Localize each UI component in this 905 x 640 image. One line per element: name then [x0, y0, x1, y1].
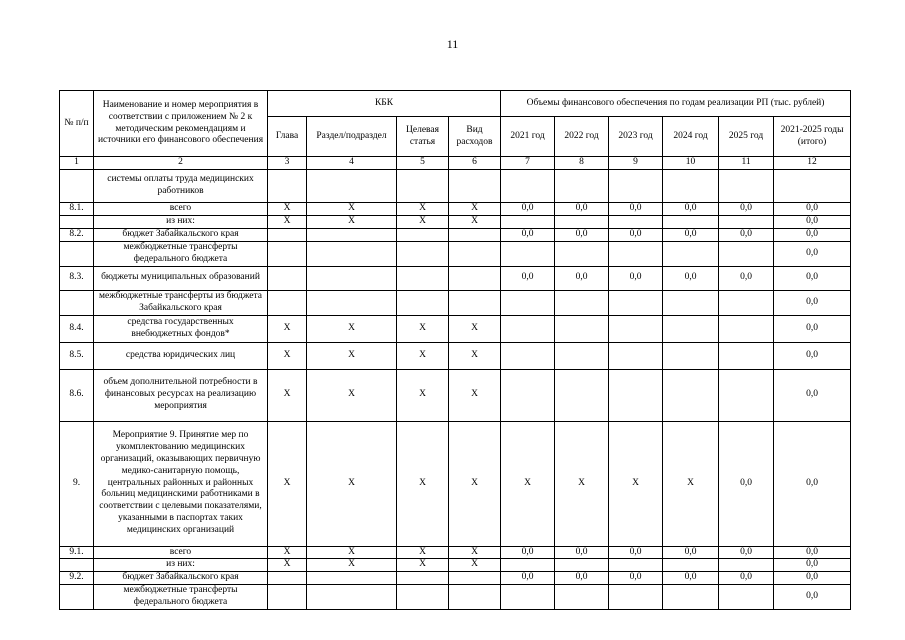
row-number-cell [60, 215, 94, 228]
table-cell: 0,0 [501, 546, 555, 559]
table-cell [501, 342, 555, 369]
table-cell [719, 215, 774, 228]
table-cell [307, 228, 397, 241]
table-cell: 0,0 [774, 342, 851, 369]
table-cell: X [397, 315, 449, 342]
table-cell [268, 228, 307, 241]
table-cell [609, 215, 663, 228]
table-cell: X [307, 315, 397, 342]
header-num: № п/п [60, 91, 94, 157]
row-name-cell: бюджет Забайкальского края [94, 228, 268, 241]
row-name-cell: средства государственных внебюджетных фондов* [94, 315, 268, 342]
table-cell: X [268, 202, 307, 215]
table-cell: X [449, 215, 501, 228]
col-number: 3 [268, 157, 307, 170]
table-cell [501, 585, 555, 610]
table-cell: 0,0 [609, 202, 663, 215]
table-cell [449, 572, 501, 585]
table-cell: X [268, 546, 307, 559]
table-cell [663, 290, 719, 315]
table-cell [307, 241, 397, 266]
table-cell [719, 290, 774, 315]
header-year-2025: 2025 год [719, 117, 774, 157]
table-cell [663, 169, 719, 202]
table-cell: X [397, 559, 449, 572]
col-number: 12 [774, 157, 851, 170]
table-row [60, 266, 851, 290]
table-cell: 0,0 [555, 546, 609, 559]
table-cell [397, 241, 449, 266]
table-cell: X [307, 559, 397, 572]
col-number: 11 [719, 157, 774, 170]
table-cell: 0,0 [774, 559, 851, 572]
table-cell: X [268, 342, 307, 369]
table-cell: 0,0 [663, 266, 719, 290]
table-cell [719, 241, 774, 266]
table-cell [307, 169, 397, 202]
table-cell: X [449, 559, 501, 572]
header-kbk-vid: Вид расходов [449, 117, 501, 157]
table-cell: X [555, 421, 609, 546]
table-cell: 0,0 [663, 572, 719, 585]
table-row [60, 202, 851, 215]
table-row [60, 559, 851, 572]
table-cell [268, 241, 307, 266]
table-cell: 0,0 [719, 546, 774, 559]
row-name-cell: средства юридических лиц [94, 342, 268, 369]
table-cell [268, 585, 307, 610]
row-number-cell: 8.2. [60, 228, 94, 241]
table-cell [555, 290, 609, 315]
table-cell [609, 559, 663, 572]
table-cell [609, 342, 663, 369]
table-cell: 0,0 [774, 572, 851, 585]
table-cell [307, 572, 397, 585]
table-cell: 0,0 [774, 215, 851, 228]
table-cell: X [268, 369, 307, 421]
header-name: Наименование и номер мероприятия в соответствии с приложением № 2 к методическим рекомендациям и источники его финансового обеспечения [94, 91, 268, 157]
row-name-cell: бюджеты муниципальных образований [94, 266, 268, 290]
table-cell: X [397, 342, 449, 369]
table-cell: X [268, 421, 307, 546]
table-cell: X [449, 315, 501, 342]
table-row [60, 169, 851, 202]
table-cell: 0,0 [555, 228, 609, 241]
row-number-cell: 9. [60, 421, 94, 546]
table-cell: X [449, 342, 501, 369]
table-cell: 0,0 [774, 369, 851, 421]
row-name-cell: всего [94, 202, 268, 215]
table-cell [501, 169, 555, 202]
table-cell: 0,0 [555, 266, 609, 290]
table-cell: X [397, 421, 449, 546]
table-cell: 0,0 [555, 572, 609, 585]
table-row [60, 215, 851, 228]
table-cell: X [307, 369, 397, 421]
table-cell: X [268, 215, 307, 228]
table-cell: 0,0 [609, 572, 663, 585]
table-cell: 0,0 [663, 546, 719, 559]
row-number-cell: 8.4. [60, 315, 94, 342]
row-number-cell [60, 290, 94, 315]
table-cell [397, 266, 449, 290]
table-cell: 0,0 [555, 202, 609, 215]
table-cell [397, 572, 449, 585]
row-number-cell [60, 169, 94, 202]
table-cell: X [397, 202, 449, 215]
table-cell [397, 169, 449, 202]
row-number-cell: 8.1. [60, 202, 94, 215]
table-cell: X [307, 202, 397, 215]
table-cell [501, 369, 555, 421]
table-cell [555, 169, 609, 202]
row-name-cell: межбюджетные трансферты из бюджета Забайкальского края [94, 290, 268, 315]
table-cell [719, 169, 774, 202]
column-number-row [60, 157, 851, 170]
table-cell [555, 241, 609, 266]
table-cell [719, 559, 774, 572]
header-kbk: КБК [268, 91, 501, 117]
table-cell: 0,0 [774, 266, 851, 290]
row-name-cell: из них: [94, 559, 268, 572]
header-year-2021: 2021 год [501, 117, 555, 157]
header-kbk-glava: Глава [268, 117, 307, 157]
table-cell [555, 369, 609, 421]
table-cell [774, 169, 851, 202]
table-cell [609, 585, 663, 610]
table-cell [501, 290, 555, 315]
table-cell [268, 572, 307, 585]
table-cell [449, 228, 501, 241]
col-number: 10 [663, 157, 719, 170]
table-row [60, 572, 851, 585]
row-number-cell: 8.5. [60, 342, 94, 369]
table-cell: 0,0 [774, 202, 851, 215]
table-cell [555, 559, 609, 572]
row-number-cell: 9.1. [60, 546, 94, 559]
table-cell [449, 290, 501, 315]
table-cell: 0,0 [663, 202, 719, 215]
table-cell: 0,0 [609, 266, 663, 290]
header-year-total: 2021-2025 годы (итого) [774, 117, 851, 157]
row-name-cell: объем дополнительной потребности в финансовых ресурсах на реализацию мероприятия [94, 369, 268, 421]
table-cell [449, 585, 501, 610]
table-cell: 0,0 [774, 315, 851, 342]
table-cell: X [268, 559, 307, 572]
table-row [60, 369, 851, 421]
col-number: 7 [501, 157, 555, 170]
table-cell [501, 559, 555, 572]
table-cell [719, 342, 774, 369]
row-number-cell [60, 559, 94, 572]
table-cell [268, 290, 307, 315]
table-cell [609, 169, 663, 202]
table-cell [501, 315, 555, 342]
row-name-cell: межбюджетные трансферты федерального бюджета [94, 241, 268, 266]
table-cell: X [268, 315, 307, 342]
row-name-cell: Мероприятие 9. Принятие мер по укомплектованию медицинских организаций, оказывающих первичную медико-санитарную помощь, центральных районных и районных больниц медицинскими работниками в соответствии с целевыми показателями, указанными в паспортах таких медицинских организаций [94, 421, 268, 546]
col-number: 8 [555, 157, 609, 170]
table-cell [719, 369, 774, 421]
table-cell: 0,0 [719, 572, 774, 585]
table-cell [307, 266, 397, 290]
table-cell: 0,0 [501, 266, 555, 290]
table-cell: 0,0 [774, 585, 851, 610]
col-number: 4 [307, 157, 397, 170]
table-cell [609, 369, 663, 421]
header-financing: Объемы финансового обеспечения по годам реализации РП (тыс. рублей) [501, 91, 851, 117]
row-name-cell: из них: [94, 215, 268, 228]
table-cell [663, 315, 719, 342]
table-cell: X [663, 421, 719, 546]
row-name-cell: бюджет Забайкальского края [94, 572, 268, 585]
table-cell [609, 241, 663, 266]
table-cell [449, 241, 501, 266]
table-cell: 0,0 [501, 202, 555, 215]
table-cell: X [397, 369, 449, 421]
table-row [60, 228, 851, 241]
header-kbk-statya: Целевая статья [397, 117, 449, 157]
table-row [60, 342, 851, 369]
header-year-2022: 2022 год [555, 117, 609, 157]
table-cell: X [449, 369, 501, 421]
table-cell [268, 169, 307, 202]
table-cell: X [449, 546, 501, 559]
table-cell: 0,0 [774, 228, 851, 241]
table-cell: 0,0 [774, 546, 851, 559]
table-cell [663, 342, 719, 369]
table-cell [609, 315, 663, 342]
table-cell: X [449, 202, 501, 215]
row-name-cell: всего [94, 546, 268, 559]
row-number-cell [60, 241, 94, 266]
table-cell [719, 315, 774, 342]
table-cell [449, 266, 501, 290]
table-cell: 0,0 [774, 241, 851, 266]
table-cell: 0,0 [719, 421, 774, 546]
table-cell: X [307, 421, 397, 546]
col-number: 9 [609, 157, 663, 170]
row-name-cell: системы оплаты труда медицинских работников [94, 169, 268, 202]
table-cell: X [449, 421, 501, 546]
table-cell: 0,0 [501, 572, 555, 585]
table-cell: X [397, 546, 449, 559]
header-year-2024: 2024 год [663, 117, 719, 157]
table-cell [501, 241, 555, 266]
table-cell: 0,0 [719, 228, 774, 241]
table-cell: 0,0 [609, 228, 663, 241]
table-cell: 0,0 [609, 546, 663, 559]
table-cell [555, 342, 609, 369]
table-cell [397, 290, 449, 315]
col-number: 2 [94, 157, 268, 170]
table-cell [663, 369, 719, 421]
table-cell [555, 585, 609, 610]
table-cell [555, 315, 609, 342]
row-number-cell: 8.6. [60, 369, 94, 421]
table-cell [663, 585, 719, 610]
table-cell: 0,0 [719, 266, 774, 290]
table-cell [449, 169, 501, 202]
table-cell: X [307, 215, 397, 228]
table-cell [663, 559, 719, 572]
table-cell [307, 290, 397, 315]
table-cell: X [501, 421, 555, 546]
header-row [60, 91, 851, 117]
table-row [60, 585, 851, 610]
table-cell: X [307, 342, 397, 369]
table-cell [609, 290, 663, 315]
table-row [60, 241, 851, 266]
table-cell [555, 215, 609, 228]
row-number-cell [60, 585, 94, 610]
table-cell: X [397, 215, 449, 228]
table-cell [268, 266, 307, 290]
table-row [60, 290, 851, 315]
table-cell: 0,0 [719, 202, 774, 215]
table-cell: X [609, 421, 663, 546]
col-number: 1 [60, 157, 94, 170]
table-row [60, 315, 851, 342]
table-cell [307, 585, 397, 610]
header-year-2023: 2023 год [609, 117, 663, 157]
page-number: 11 [446, 37, 459, 51]
header-kbk-razdel: Раздел/подраздел [307, 117, 397, 157]
row-number-cell: 8.3. [60, 266, 94, 290]
table-cell [663, 241, 719, 266]
table-row [60, 421, 851, 546]
table-row [60, 546, 851, 559]
col-number: 6 [449, 157, 501, 170]
col-number: 5 [397, 157, 449, 170]
table-cell [397, 585, 449, 610]
table-cell: X [307, 546, 397, 559]
row-number-cell: 9.2. [60, 572, 94, 585]
table-cell: 0,0 [774, 290, 851, 315]
row-name-cell: межбюджетные трансферты федерального бюджета [94, 585, 268, 610]
table-cell [719, 585, 774, 610]
table-cell: 0,0 [663, 228, 719, 241]
table-cell: 0,0 [501, 228, 555, 241]
financing-table [59, 90, 851, 610]
table-cell: 0,0 [774, 421, 851, 546]
table-cell [397, 228, 449, 241]
table-cell [501, 215, 555, 228]
table-cell [663, 215, 719, 228]
